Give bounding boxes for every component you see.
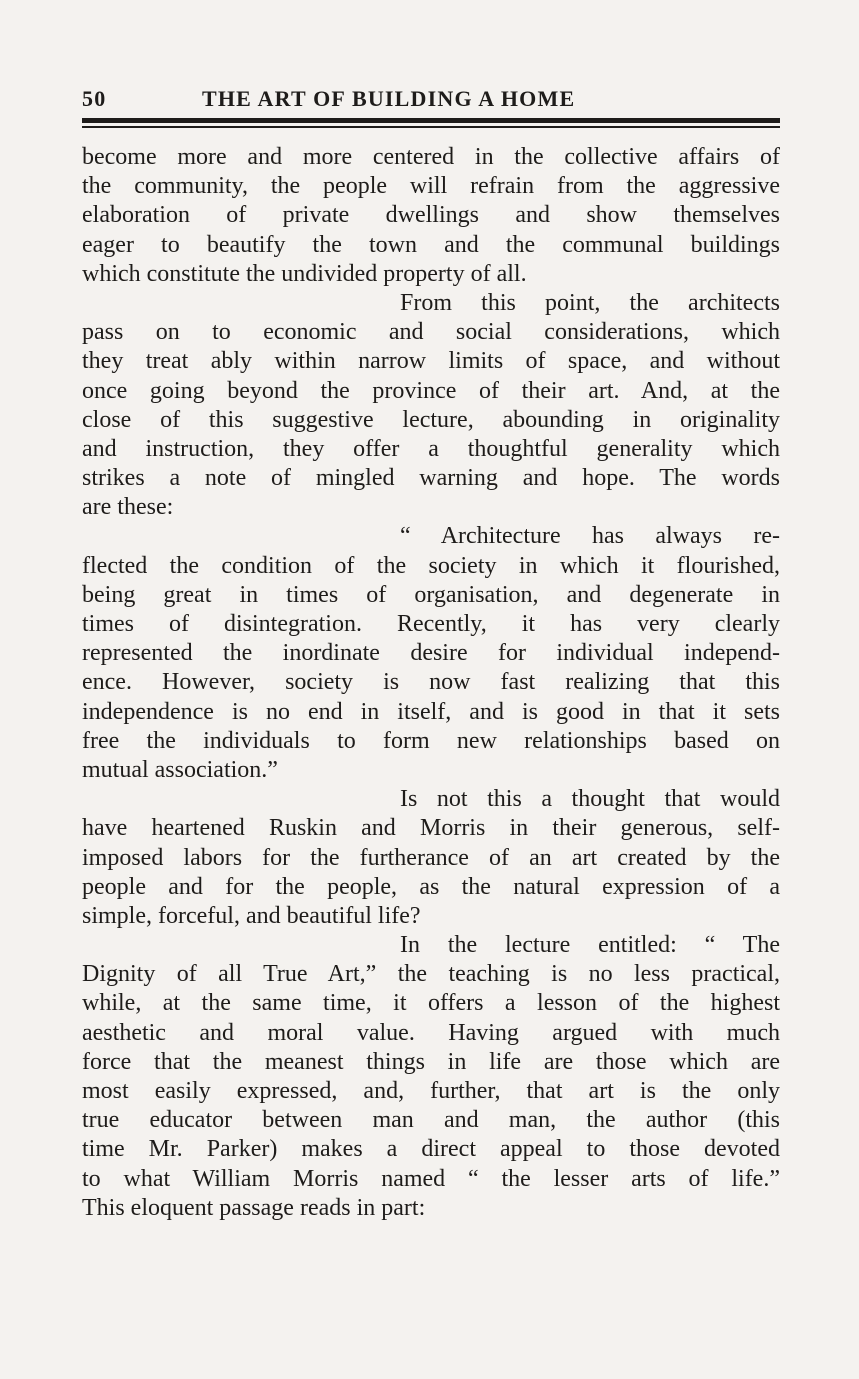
text-line: being great in times of organisation, and degenerate in	[82, 581, 780, 608]
page-number: 50	[82, 86, 107, 111]
text-line: free the individuals to form new relationships based on	[82, 727, 780, 754]
text-line: times of disintegration. Recently, it has very clearly	[82, 611, 780, 637]
header-rule-thick	[82, 118, 780, 123]
text-line: they treat ably within narrow limits of space, and without	[82, 348, 780, 375]
text-line: the community, the people will refrain from the aggressive	[82, 173, 780, 200]
text-line: once going beyond the province of their art. And, at the	[82, 377, 780, 404]
text-line: imposed labors for the furtherance of an art created by the	[82, 844, 780, 871]
text-line: ence. However, society is now fast realizing that this	[82, 669, 780, 696]
text-line: true educator between man and man, the author (this	[82, 1107, 780, 1134]
text-line: eager to beautify the town and the communal buildings	[82, 231, 780, 258]
text-line: to what William Morris named “ the lesser arts of life.”	[82, 1165, 780, 1192]
running-title: THE ART OF BUILDING A HOME	[202, 86, 576, 111]
text-line: while, at the same time, it offers a lesson of the highest	[82, 990, 780, 1017]
text-line: aesthetic and moral value. Having argued with much	[82, 1019, 780, 1046]
text-line: mutual association.”	[82, 756, 278, 783]
text-line: pass on to economic and social considerations, which	[82, 319, 780, 346]
text-line: become more and more centered in the collective affairs of	[82, 144, 780, 170]
text-line: elaboration of private dwellings and show themselves	[82, 202, 780, 229]
text-line: people and for the people, as the natural expression of a	[82, 873, 780, 900]
text-line: Dignity of all True Art,” the teaching is no less practical,	[82, 961, 780, 988]
text-line: force that the meanest things in life are those which are	[82, 1048, 780, 1075]
text-line: strikes a note of mingled warning and hope. The words	[82, 465, 780, 492]
text-line: flected the condition of the society in which it flourished,	[82, 552, 780, 579]
text-line: and instruction, they offer a thoughtful generality which	[82, 435, 780, 462]
text-line: time Mr. Parker) makes a direct appeal to those devoted	[82, 1136, 780, 1163]
text-line: have heartened Ruskin and Morris in their generous, self-	[82, 815, 780, 842]
text-line: close of this suggestive lecture, abounding in originality	[82, 406, 780, 433]
text-line: “ Architecture has always re-	[400, 523, 780, 550]
text-line: represented the inordinate desire for individual independ-	[82, 640, 780, 667]
text-line: This eloquent passage reads in part:	[82, 1194, 426, 1221]
text-line: In the lecture entitled: “ The	[400, 932, 780, 959]
text-line: simple, forceful, and beautiful life?	[82, 902, 421, 929]
body-text	[82, 143, 780, 1223]
header-rule-thin	[82, 126, 780, 128]
text-line: Is not this a thought that would	[400, 786, 780, 813]
running-head	[82, 84, 780, 118]
text-line: which constitute the undivided property of all.	[82, 260, 527, 287]
text-line: independence is no end in itself, and is good in that it sets	[82, 698, 780, 725]
text-line: From this point, the architects	[400, 289, 780, 316]
text-line: most easily expressed, and, further, that art is the only	[82, 1078, 780, 1104]
text-line: are these:	[82, 494, 174, 521]
